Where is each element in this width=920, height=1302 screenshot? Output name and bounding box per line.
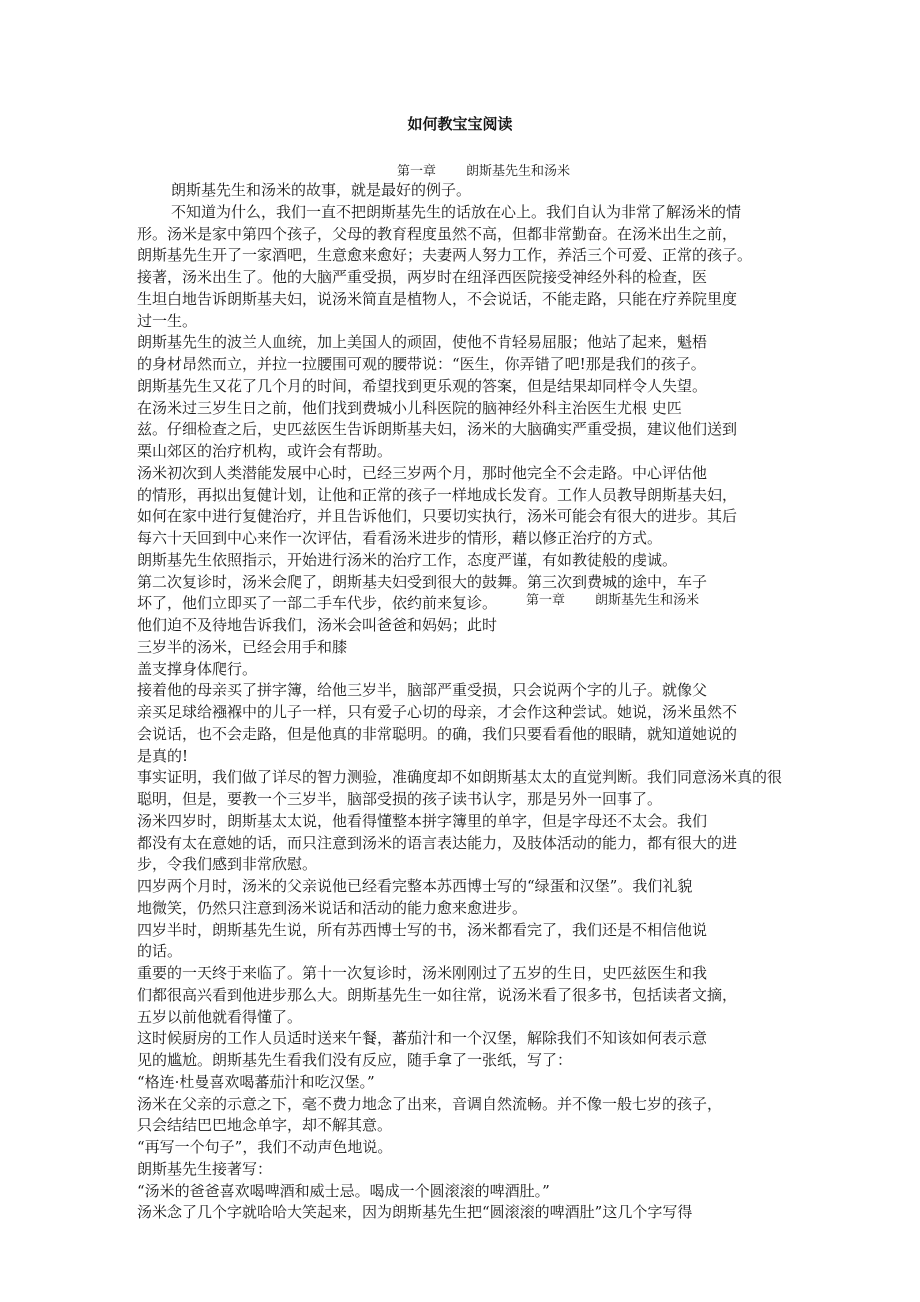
text-line: 汤米念了几个字就哈哈大笑起来，因为朗斯基先生把“圆滚滚的啤酒肚”这几个字写得 xyxy=(137,1203,693,1222)
text-line: 的身材昂然而立，并拉一拉腰围可观的腰带说：“医生，你弄错了吧!那是我们的孩子。 xyxy=(137,355,706,373)
text-line: 的话。 xyxy=(137,942,183,961)
text-line: 们都很高兴看到他进步那么大。朗斯基先生一如往常，说汤米看了很多书，包括读者文摘， xyxy=(137,985,738,1004)
inline-chapter-heading xyxy=(526,589,699,608)
text-line: 朗斯基先生开了一家酒吧，生意愈来愈好；夫妻两人努力工作，养活三个可爱、正常的孩子。 xyxy=(137,246,753,265)
text-line: “汤米的爸爸喜欢喝啤酒和威士忌。喝成一个圆滚滚的啤酒肚。” xyxy=(137,1181,550,1200)
text-line: 的情形，再拟出复健计划，让他和正常的孩子一样地成长发育。工作人员教导朗斯基夫妇， xyxy=(137,485,738,504)
text-line: 朗斯基先生接著写： xyxy=(137,1159,273,1178)
text-line: 地微笑，仍然只注意到汤米说话和活动的能力愈来愈进步。 xyxy=(137,898,528,917)
text-line: 每六十天回到中心来作一次评估，看看汤米进步的情形，藉以修正治疗的方式。 xyxy=(137,529,663,547)
text-line: 步，令我们感到非常欣慰。 xyxy=(137,855,318,874)
text-line: 他们迫不及待地告诉我们，汤米会叫爸爸和妈妈；此时 xyxy=(137,616,498,634)
document-title: 如何教宝宝阅读 xyxy=(407,115,513,133)
text-line: 盖支撑身体爬行。 xyxy=(137,659,258,678)
text-line: “再写一个句子”，我们不动声色地说。 xyxy=(137,1138,393,1156)
text-line: 是真的! xyxy=(137,746,189,765)
text-line: 会说话，也不会走路，但是他真的非常聪明。的确，我们只要看看他的眼睛，就知道她说的 xyxy=(137,724,738,743)
chapter-heading xyxy=(397,160,570,179)
text-line: 汤米四岁时，朗斯基太太说，他看得懂整本拼字簿里的单字，但是字母还不太会。我们 xyxy=(137,811,708,830)
text-line: 兹。仔细检查之后，史匹兹医生告诉朗斯基夫妇，汤米的大脑确实严重受损，建议他们送到 xyxy=(137,420,738,439)
text-line: 汤米初次到人类潜能发展中心时，已经三岁两个月，那时他完全不会走路。中心评估他 xyxy=(137,463,708,482)
inline-chapter-name: 朗斯基先生和汤米 xyxy=(595,593,700,608)
text-line: 第二次复诊时，汤米会爬了，朗斯基夫妇受到很大的鼓舞。第三次到费城的途中，车子 xyxy=(137,572,708,591)
text-line: 如何在家中进行复健治疗，并且告诉他们，只要切实执行，汤米可能会有很大的进步。其后 xyxy=(137,507,738,526)
text-line: 过一生。 xyxy=(137,311,198,330)
text-line: 生坦白地告诉朗斯基夫妇，说汤米简直是植物人，不会说话，不能走路，只能在疗养院里度 xyxy=(137,289,738,308)
text-line: 形。汤米是家中第四个孩子，父母的教育程度虽然不高，但都非常勤奋。在汤米出生之前， xyxy=(137,224,738,243)
chapter-number: 第一章 xyxy=(397,164,437,179)
text-line: 接著，汤米出生了。他的大脑严重受损，两岁时在纽泽西医院接受神经外科的检查，医 xyxy=(137,268,708,286)
inline-chapter-number: 第一章 xyxy=(526,593,566,608)
text-line: 朗斯基先生依照指示，开始进行汤米的治疗工作，态度严谨，有如教徒般的虔诚。 xyxy=(137,550,678,569)
chapter-name: 朗斯基先生和汤米 xyxy=(466,164,571,179)
text-line: 接着他的母亲买了拼字簿，给他三岁半，脑部严重受损，只会说两个字的儿子。就像父 xyxy=(137,681,708,700)
text-line: 四岁半时，朗斯基先生说，所有苏西博士写的书，汤米都看完了，我们还是不相信他说 xyxy=(137,920,708,939)
text-line: 聪明，但是，要教一个三岁半，脑部受损的孩子读书认字，那是另外一回事了。 xyxy=(137,790,663,808)
text-line: 事实证明，我们做了详尽的智力测验，准确度却不如朗斯基太太的直觉判断。我们同意汤米真的很 xyxy=(137,768,783,787)
text-line: 汤米在父亲的示意之下，毫不费力地念了出来，音调自然流畅。并不像一般七岁的孩子， xyxy=(137,1094,723,1113)
text-line: 这时候厨房的工作人员适时送来午餐，蕃茄汁和一个汉堡，解除我们不知该如何表示意 xyxy=(137,1029,708,1048)
text-line: 见的尴尬。朗斯基先生看我们没有反应，随手拿了一张纸，写了： xyxy=(137,1051,573,1069)
text-line: 不知道为什么，我们一直不把朗斯基先生的话放在心上。我们自认为非常了解汤米的情 xyxy=(171,202,742,221)
text-line: 在汤米过三岁生日之前，他们找到费城小儿科医院的脑神经外科主治医生尤根 史匹 xyxy=(137,398,682,417)
text-line: 朗斯基先生的波兰人血统，加上美国人的顽固，使他不肯轻易屈服；他站了起来，魁梧 xyxy=(137,333,708,352)
text-line: “格连·杜曼喜欢喝蕃茄汁和吃汉堡。” xyxy=(137,1072,375,1091)
text-line: 亲买足球给襁褓中的儿子一样，只有爱子心切的母亲，才会作这种尝试。她说，汤米虽然不 xyxy=(137,703,738,721)
text-line: 朗斯基先生和汤米的故事，就是最好的例子。 xyxy=(171,181,472,199)
text-line: 四岁两个月时，汤米的父亲说他已经看完整本苏西博士写的“绿蛋和汉堡”。我们礼貌 xyxy=(137,877,693,895)
text-line: 只会结结巴巴地念单字，却不解其意。 xyxy=(137,1116,393,1135)
text-line: 坏了，他们立即买了一部二手车代步，依约前来复诊。 xyxy=(137,594,498,613)
text-line: 朗斯基先生又花了几个月的时间，希望找到更乐观的答案，但是结果却同样令人失望。 xyxy=(137,376,708,395)
text-line: 重要的一天终于来临了。第十一次复诊时，汤米刚刚过了五岁的生日，史匹兹医生和我 xyxy=(137,964,708,982)
text-line: 栗山郊区的治疗机构，或许会有帮助。 xyxy=(137,442,393,460)
text-line: 都没有太在意她的话，而只注意到汤米的语言表达能力，及肢体活动的能力，都有很大的进 xyxy=(137,833,738,852)
text-line: 五岁以前他就看得懂了。 xyxy=(137,1007,303,1026)
text-line: 三岁半的汤米，已经会用手和膝 xyxy=(137,637,348,656)
